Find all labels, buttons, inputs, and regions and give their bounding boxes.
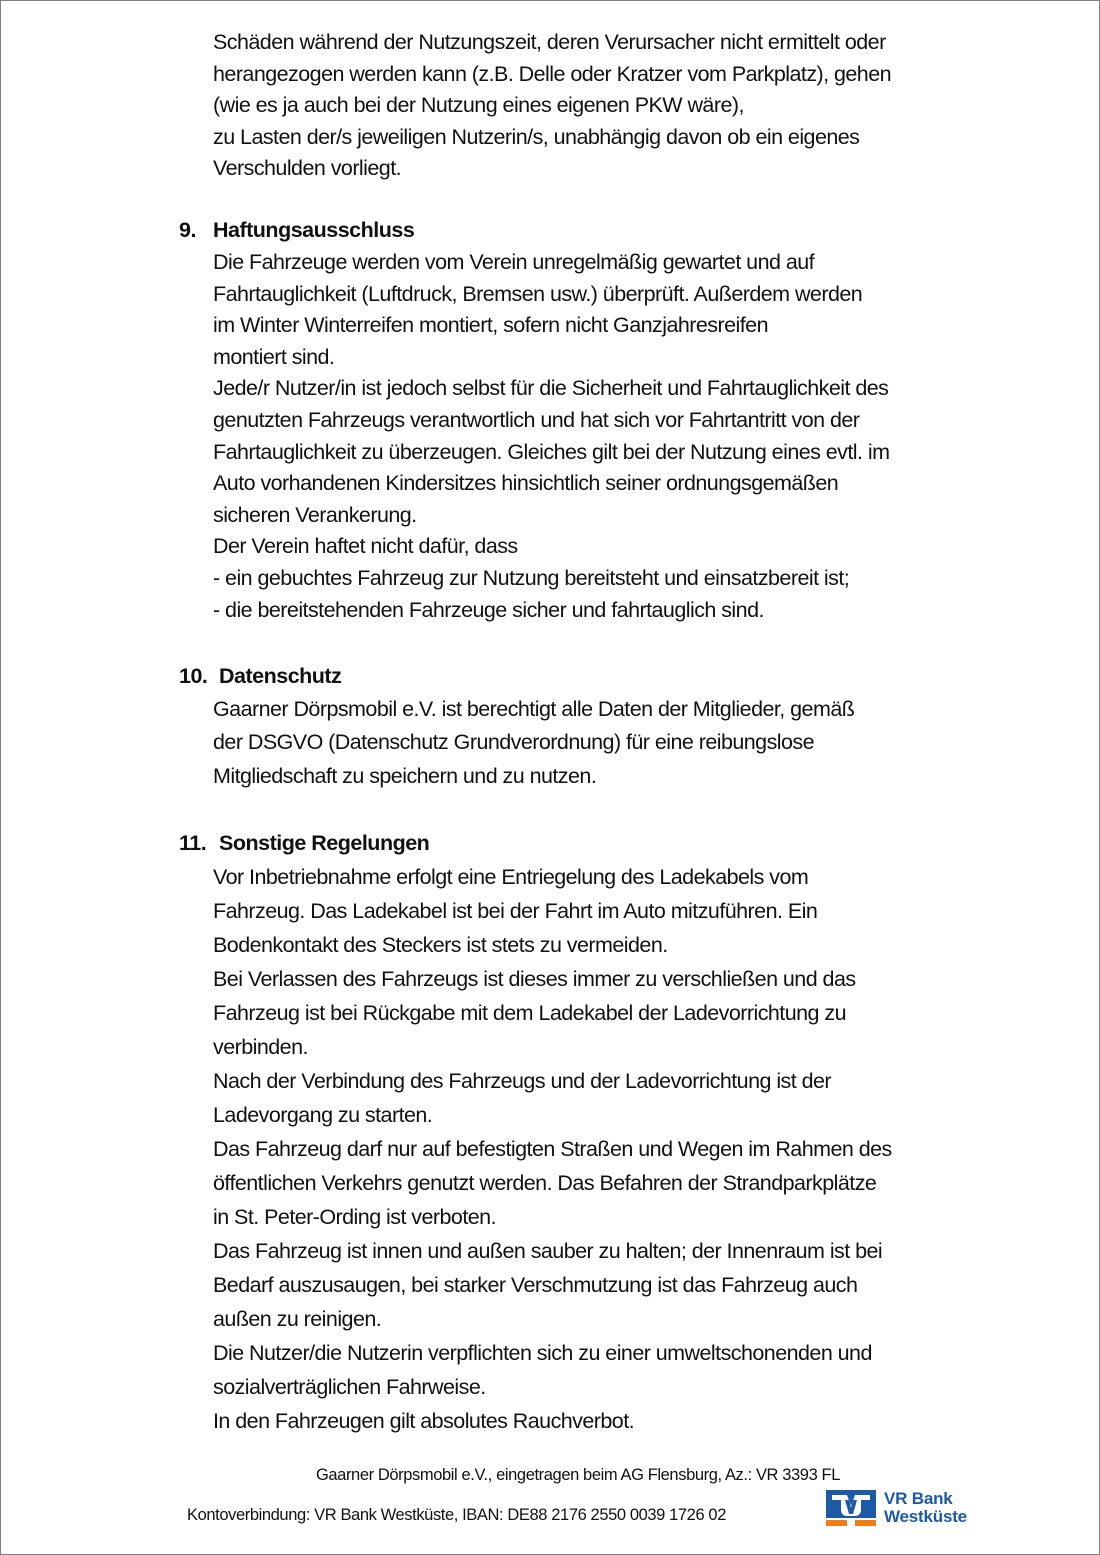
- footer-registration: Gaarner Dörpsmobil e.V., eingetragen beim AG Flensburg, Az.: VR 3393 FL: [315, 1466, 841, 1484]
- text-line: sozialverträglichen Fahrweise.: [213, 1375, 486, 1400]
- text-line: Die Nutzer/die Nutzerin verpflichten sich zu einer umweltschonenden und: [213, 1341, 872, 1366]
- section-title: Datenschutz: [219, 664, 342, 689]
- text-line: Bodenkontakt des Steckers ist stets zu vermeiden.: [213, 933, 668, 958]
- text-line: herangezogen werden kann (z.B. Delle oder Kratzer vom Parkplatz), gehen: [213, 61, 892, 86]
- spacer: [1, 793, 1099, 826]
- section-heading: [1, 826, 1099, 860]
- section-sonstige-regelungen: [1, 826, 1099, 1438]
- text-line: Gaarner Dörpsmobil e.V. ist berechtigt alle Daten der Mitglieder, gemäß: [213, 697, 855, 722]
- text-line: der DSGVO (Datenschutz Grundverordnung) für eine reibungslose: [213, 730, 815, 755]
- text-line: zu Lasten der/s jeweiligen Nutzerin/s, unabhängig davon ob ein eigenes: [213, 124, 860, 149]
- text-line: in St. Peter-Ording ist verboten.: [213, 1205, 496, 1230]
- vr-bank-logo-icon: [826, 1490, 876, 1526]
- text-line: verbinden.: [213, 1035, 308, 1060]
- text-line: Bedarf auszusaugen, bei starker Verschmutzung ist das Fahrzeug auch: [213, 1273, 858, 1298]
- spacer: [1, 626, 1099, 659]
- text-line: Bei Verlassen des Fahrzeugs ist dieses immer zu verschließen und das: [213, 967, 856, 992]
- text-line: (wie es ja auch bei der Nutzung eines eigenen PKW wäre),: [213, 93, 744, 118]
- text-line: Fahrtauglichkeit (Luftdruck, Bremsen usw.) überprüft. Außerdem werden: [213, 281, 863, 306]
- section-number: 9.: [179, 217, 196, 242]
- text-line: Auto vorhandenen Kindersitzes hinsichtlich seiner ordnungsgemäßen: [213, 471, 839, 496]
- list-item: - die bereitstehenden Fahrzeuge sicher und fahrtauglich sind.: [213, 597, 764, 622]
- text-line: Nach der Verbindung des Fahrzeugs und der Ladevorrichtung ist der: [213, 1069, 832, 1094]
- spacer: [1, 185, 1099, 213]
- text-line: Das Fahrzeug ist innen und außen sauber zu halten; der Innenraum ist bei: [213, 1239, 883, 1264]
- text-line: Ladevorgang zu starten.: [213, 1103, 433, 1128]
- section-number: 10.: [179, 664, 208, 689]
- section-title: Sonstige Regelungen: [219, 831, 430, 856]
- footer-bank-details: Kontoverbindung: VR Bank Westküste, IBAN: DE88 2176 2550 0039 1726 02: [187, 1506, 726, 1524]
- text-line: Fahrtauglichkeit zu überzeugen. Gleiches gilt bei der Nutzung eines evtl. im: [213, 439, 890, 464]
- text-line: Fahrzeug ist bei Rückgabe mit dem Ladekabel der Ladevorrichtung zu: [213, 1001, 846, 1026]
- text-line: genutzten Fahrzeugs verantwortlich und hat sich vor Fahrtantritt von der: [213, 407, 860, 432]
- text-line: Vor Inbetriebnahme erfolgt eine Entriegelung des Ladekabels vom: [213, 865, 809, 890]
- text-line: Verschulden vorliegt.: [213, 156, 402, 181]
- text-line: Fahrzeug. Das Ladekabel ist bei der Fahrt im Auto mitzuführen. Ein: [213, 899, 818, 924]
- text-line: Der Verein haftet nicht dafür, dass: [213, 534, 518, 559]
- text-line: Die Fahrzeuge werden vom Verein unregelmäßig gewartet und auf: [213, 249, 815, 274]
- text-line: im Winter Winterreifen montiert, sofern nicht Ganzjahresreifen: [213, 313, 768, 338]
- text-line: sicheren Verankerung.: [213, 502, 417, 527]
- section-haftungsausschluss: [1, 213, 1099, 626]
- text-line: Jede/r Nutzer/in ist jedoch selbst für die Sicherheit und Fahrtauglichkeit des: [213, 376, 889, 401]
- section-number: 11.: [179, 831, 207, 856]
- vr-bank-logo: [826, 1490, 967, 1526]
- section-heading: [1, 213, 1099, 247]
- vr-bank-logo-text: [884, 1490, 967, 1526]
- logo-line-1: VR Bank: [884, 1489, 953, 1508]
- text-line: Das Fahrzeug darf nur auf befestigten Straßen und Wegen im Rahmen des: [213, 1137, 892, 1162]
- section-heading: [1, 659, 1099, 693]
- text-line: öffentlichen Verkehrs genutzt werden. Das Befahren der Strandparkplätze: [213, 1171, 877, 1196]
- text-line: Schäden während der Nutzungszeit, deren Verursacher nicht ermittelt oder: [213, 30, 886, 54]
- list-item: - ein gebuchtes Fahrzeug zur Nutzung bereitsteht und einsatzbereit ist;: [213, 565, 850, 590]
- logo-line-2: Westküste: [884, 1507, 967, 1526]
- section-title: Haftungsausschluss: [213, 217, 415, 242]
- intro-paragraph: [1, 27, 1099, 185]
- text-line: In den Fahrzeugen gilt absolutes Rauchverbot.: [213, 1409, 635, 1434]
- section-datenschutz: [1, 659, 1099, 793]
- text-line: außen zu reinigen.: [213, 1307, 382, 1332]
- text-line: montiert sind.: [213, 344, 335, 369]
- document-content: [1, 27, 1099, 1438]
- text-line: Mitgliedschaft zu speichern und zu nutzen.: [213, 763, 597, 788]
